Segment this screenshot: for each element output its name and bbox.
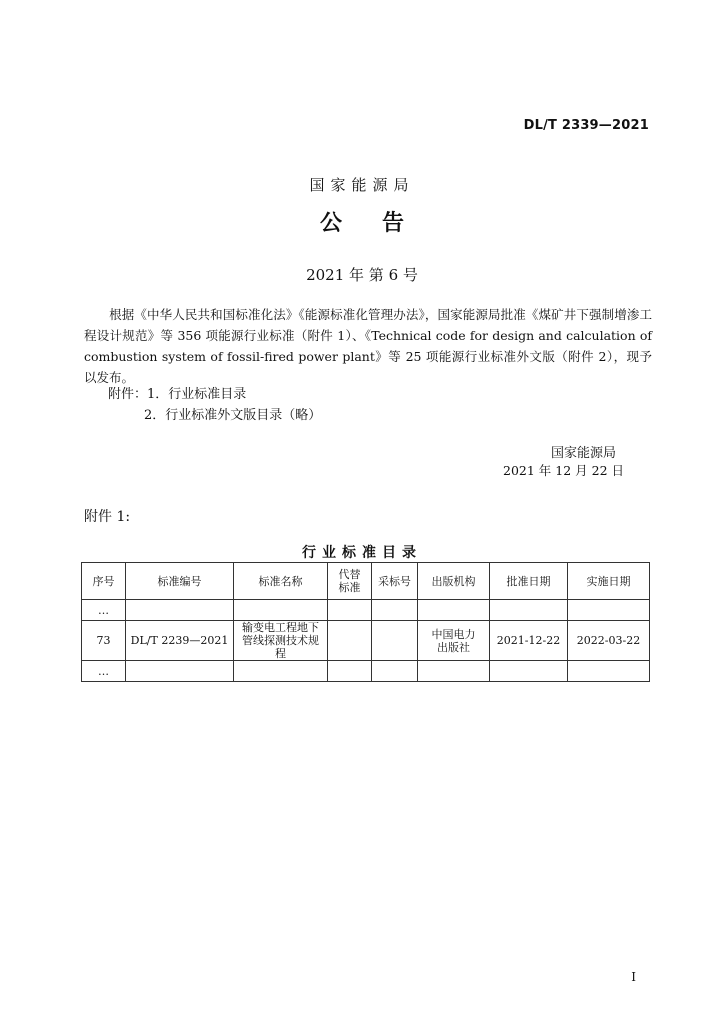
ellipsis-cell: … (82, 661, 126, 682)
table-row (82, 661, 650, 682)
cell-seq: 73 (82, 621, 126, 661)
attachment-prefix: 附件： (108, 387, 148, 402)
header-code: 标准编号 (126, 563, 234, 600)
attachment-list (108, 383, 246, 402)
header-publisher: 出版机构 (418, 563, 490, 600)
attachment-item-2: 2．行业标准外文版目录（略） (144, 408, 322, 423)
cell-name: 输变电工程地下管线探测技术规程 (234, 621, 328, 661)
cell-replaces (328, 621, 372, 661)
table-row (82, 600, 650, 621)
announcement-title: 公告 (319, 211, 444, 236)
table-header-row (82, 563, 650, 600)
cell-adopted (372, 621, 418, 661)
cell-code: DL/T 2239—2021 (126, 621, 234, 661)
document-code: DL/T 2339—2021 (523, 118, 649, 133)
signature-date: 2021 年 12 月 22 日 (503, 463, 624, 478)
header-replaces: 代替标准 (328, 563, 372, 600)
appendix-label: 附件 1: (84, 509, 131, 525)
cell-publisher: 中国电力出版社 (418, 621, 490, 661)
table-title: 行业标准目录 (302, 545, 422, 561)
header-seq: 序号 (82, 563, 126, 600)
cell-effective: 2022-03-22 (568, 621, 650, 661)
ellipsis-cell: … (82, 600, 126, 621)
header-approved: 批准日期 (490, 563, 568, 600)
signature-org: 国家能源局 (550, 446, 616, 461)
page-number: I (631, 970, 636, 984)
header-effective: 实施日期 (568, 563, 650, 600)
table-row (82, 621, 650, 661)
header-name: 标准名称 (234, 563, 328, 600)
cell-approved: 2021-12-22 (490, 621, 568, 661)
header-adopted: 采标号 (372, 563, 418, 600)
issuer-name: 国家能源局 (309, 176, 415, 194)
issue-number: 2021 年 第 6 号 (306, 266, 418, 284)
attachment-item-1: 1．行业标准目录 (147, 387, 247, 402)
standards-table (81, 562, 650, 682)
announcement-body (84, 304, 652, 388)
body-text: 根据《中华人民共和国标准化法》《能源标准化管理办法》，国家能源局批准《煤矿井下强制增渗工程设计规范》等 356 项能源行业标准（附件 1）、《Technical code for design and calculation of combustion system of fossil-fired power plant》等 25 项能源行业标准外文版（附件 2），现予以发布。 (84, 307, 652, 385)
